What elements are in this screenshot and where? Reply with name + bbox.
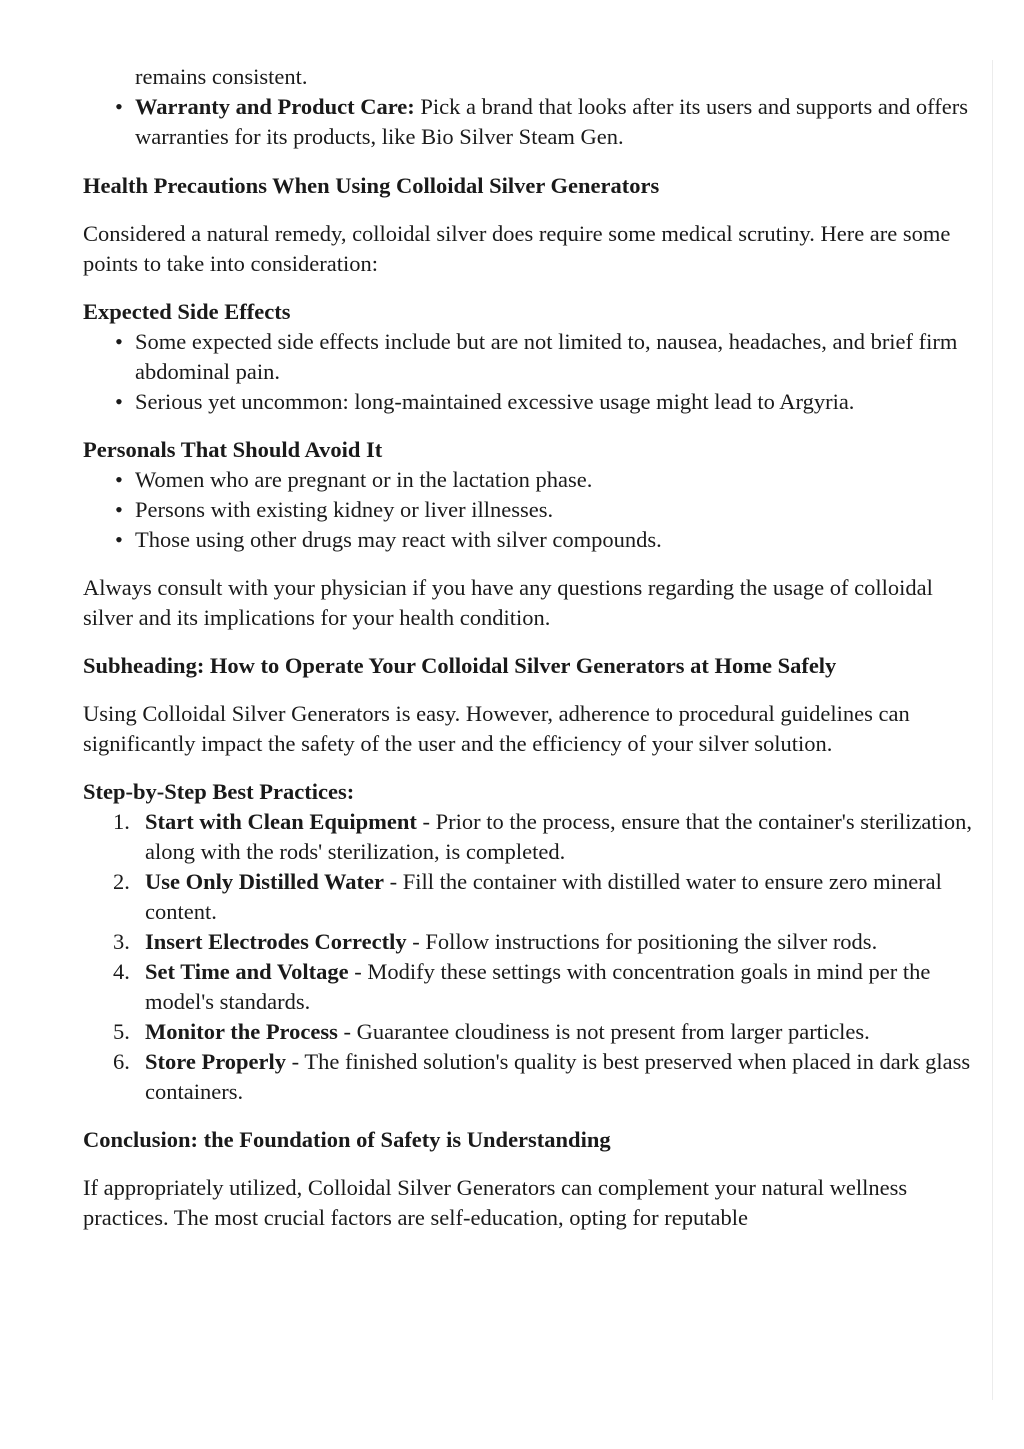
- step-number: 6.: [113, 1049, 130, 1074]
- step-text: - Modify these settings with concentration goals in mind per the model's standards.: [145, 959, 931, 1014]
- step-number: 3.: [113, 929, 130, 954]
- step-item: [113, 1017, 973, 1047]
- step-text: - Follow instructions for positioning the silver rods.: [406, 929, 878, 954]
- consult-paragraph: Always consult with your physician if you have any questions regarding the usage of colloidal silver and its implications for your health condition.: [83, 575, 933, 630]
- conclusion-heading: Conclusion: the Foundation of Safety is Understanding: [83, 1127, 611, 1152]
- warranty-label: Warranty and Product Care:: [135, 94, 415, 119]
- steps-heading: Step-by-Step Best Practices:: [83, 779, 355, 804]
- step-title: Store Properly: [145, 1049, 287, 1074]
- operate-heading: Subheading: How to Operate Your Colloidal Silver Generators at Home Safely: [83, 653, 837, 678]
- step-text: - Fill the container with distilled water to ensure zero mineral content.: [145, 869, 942, 924]
- step-title: Monitor the Process: [145, 1019, 338, 1044]
- health-intro: Considered a natural remedy, colloidal silver does require some medical scrutiny. Here are some points to take into consideration:: [83, 221, 951, 276]
- avoid-list: [83, 465, 973, 555]
- steps-list: [83, 807, 973, 1107]
- step-item: [113, 927, 973, 957]
- step-text: - Guarantee cloudiness is not present from larger particles.: [337, 1019, 870, 1044]
- step-title: Start with Clean Equipment: [145, 809, 417, 834]
- list-item: • Women who are pregnant or in the lactation phase.: [135, 465, 973, 495]
- conclusion-paragraph: If appropriately utilized, Colloidal Silver Generators can complement your natural wellness practices. The most crucial factors are self-education, opting for reputable: [83, 1175, 908, 1230]
- operate-intro: Using Colloidal Silver Generators is easy. However, adherence to procedural guidelines can significantly impact the safety of the user and the efficiency of your silver solution.: [83, 701, 910, 756]
- list-item-warranty: [135, 92, 973, 152]
- step-number: 5.: [113, 1019, 130, 1044]
- step-item: [113, 807, 973, 867]
- list-item-continuation: [135, 62, 973, 92]
- health-heading: Health Precautions When Using Colloidal Silver Generators: [83, 173, 660, 198]
- product-tips-list: [83, 62, 973, 152]
- intro-continuation-text: remains consistent.: [135, 64, 308, 89]
- document-content: [83, 62, 973, 1233]
- step-text: - Prior to the process, ensure that the container's sterilization, along with the rods' sterilization, is completed.: [145, 809, 973, 864]
- step-title: Use Only Distilled Water: [145, 869, 384, 894]
- step-item: [113, 1047, 973, 1107]
- page-edge-divider: [992, 60, 993, 1400]
- step-number: 2.: [113, 869, 130, 894]
- step-item: [113, 957, 973, 1017]
- side-effects-heading: Expected Side Effects: [83, 299, 291, 324]
- list-item: • Some expected side effects include but are not limited to, nausea, headaches, and brief firm abdominal pain.: [135, 327, 973, 387]
- list-item: • Those using other drugs may react with silver compounds.: [135, 525, 973, 555]
- warranty-text: Pick a brand that looks after its users and supports and offers warranties for its products, like Bio Silver Steam Gen.: [135, 94, 968, 149]
- step-number: 1.: [113, 809, 130, 834]
- avoid-heading: Personals That Should Avoid It: [83, 437, 383, 462]
- step-text: - The finished solution's quality is best preserved when placed in dark glass containers.: [145, 1049, 971, 1104]
- step-title: Insert Electrodes Correctly: [145, 929, 407, 954]
- side-effects-list: [83, 327, 973, 417]
- step-title: Set Time and Voltage: [145, 959, 349, 984]
- step-number: 4.: [113, 959, 130, 984]
- list-item: • Persons with existing kidney or liver illnesses.: [135, 495, 973, 525]
- list-item: • Serious yet uncommon: long-maintained excessive usage might lead to Argyria.: [135, 387, 973, 417]
- step-item: [113, 867, 973, 927]
